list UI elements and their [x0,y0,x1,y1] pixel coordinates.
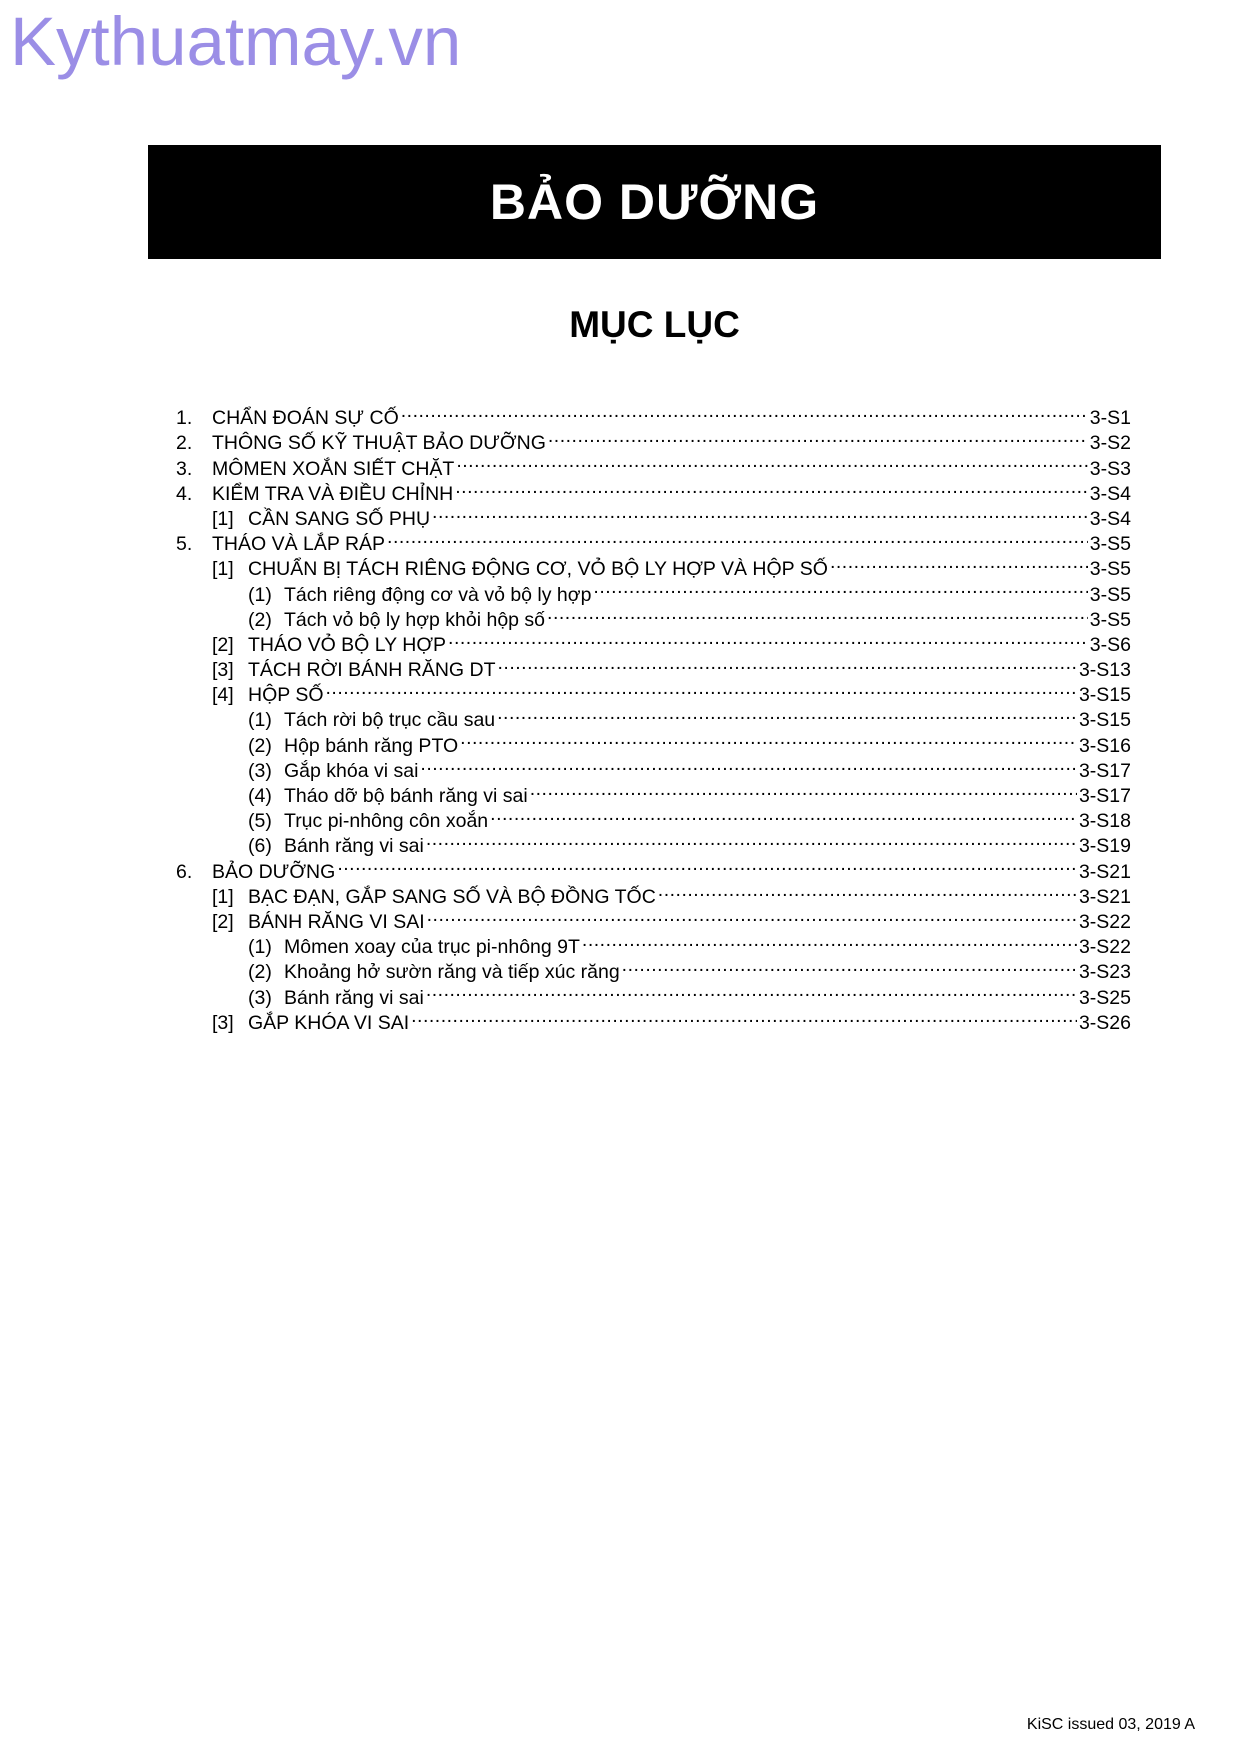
toc-entry-label: Bánh răng vi sai [284,835,424,858]
toc-dot-leader [460,726,1077,751]
toc-entry-page: 3-S13 [1078,659,1131,682]
toc-entry-number: (3) [248,986,272,1009]
toc-entry[interactable] [176,928,1131,959]
toc-entry-label: HỘP SỐ [248,684,324,707]
toc-entry-number: [1] [212,507,234,530]
toc-entry[interactable] [176,651,1131,682]
toc-entry[interactable] [176,978,1131,1009]
toc-entry-page: 3-S1 [1089,407,1131,430]
toc-dot-leader [593,575,1087,600]
toc-entry-number: [4] [212,684,234,707]
toc-dot-leader [455,475,1088,500]
toc-entry[interactable] [176,802,1131,833]
toc-dot-leader [411,1004,1077,1029]
toc-entry-number: [3] [212,659,234,682]
toc-entry[interactable] [176,953,1131,984]
toc-dot-leader [548,424,1088,449]
toc-entry-number: (1) [248,583,272,606]
toc-entry[interactable] [176,399,1131,430]
toc-dot-leader [387,525,1088,550]
toc-entry[interactable] [176,424,1131,455]
toc-entry-page: 3-S18 [1078,810,1131,833]
toc-entry-page: 3-S6 [1089,633,1131,656]
toc-entry-number: (6) [248,835,272,858]
watermark-text: Kythuatmay.vn [10,3,462,80]
toc-entry-label: GẮP KHÓA VI SAI [248,1011,410,1034]
toc-dot-leader [326,676,1077,701]
toc-entry-label: CHẨN ĐOÁN SỰ CỐ [212,407,399,430]
toc-entry-page: 3-S5 [1089,608,1131,631]
footer-issue-note: KiSC issued 03, 2019 A [1026,1716,1195,1733]
toc-entry[interactable] [176,575,1131,606]
toc-entry-number: (5) [248,810,272,833]
toc-dot-leader [426,978,1077,1003]
toc-dot-leader [401,399,1088,424]
toc-entry-number: 2. [176,432,193,455]
toc-entry-label: Trục pi-nhông côn xoắn [284,810,489,833]
toc-entry[interactable] [176,726,1131,757]
toc-entry[interactable] [176,701,1131,732]
toc-entry[interactable] [176,752,1131,782]
toc-dot-leader [490,802,1077,827]
toc-entry-label: BẢO DƯỠNG [212,860,336,883]
toc-entry[interactable] [176,903,1131,933]
toc-entry-page: 3-S4 [1089,482,1131,505]
toc-entry-page: 3-S3 [1089,457,1131,480]
toc-dot-leader [830,550,1088,575]
toc-entry-page: 3-S5 [1089,558,1131,581]
toc-entry-number: (1) [248,936,272,959]
toc-entry-page: 3-S15 [1078,684,1131,707]
toc-entry-label: MÔMEN XOẮN SIẾT CHẶT [212,457,455,480]
toc-entry-number: 6. [176,860,193,883]
toc-entry-label: TÁCH RỜI BÁNH RĂNG DT [248,659,496,682]
toc-entry[interactable] [176,676,1131,707]
toc-entry-page: 3-S4 [1089,507,1131,530]
toc-entry-label: Gắp khóa vi sai [284,759,419,782]
toc-entry-page: 3-S15 [1078,709,1131,732]
toc-entry[interactable] [176,1004,1131,1034]
toc-entry-label: Tách vỏ bộ ly hợp khỏi hộp số [284,608,546,631]
toc-entry-page: 3-S26 [1078,1011,1131,1034]
toc-dot-leader [622,953,1077,978]
toc-entry-number: (2) [248,734,272,757]
toc-entry-label: BÁNH RĂNG VI SAI [248,910,425,933]
toc-dot-leader [497,651,1076,676]
toc-dot-leader [337,852,1077,877]
table-of-contents [176,399,1131,1034]
toc-entry-number: (3) [248,759,272,782]
toc-entry-number: 1. [176,407,193,430]
toc-entry-label: THÁO VÀ LẮP RÁP [212,533,386,556]
toc-entry-page: 3-S25 [1078,986,1131,1009]
toc-entry-number: [3] [212,1011,234,1034]
toc-dot-leader [456,449,1087,474]
toc-dot-leader [658,878,1077,903]
toc-entry-number: 4. [176,482,193,505]
toc-entry-number: 3. [176,457,193,480]
toc-entry-page: 3-S16 [1078,734,1131,757]
toc-entry[interactable] [176,475,1131,505]
toc-entry-number: [1] [212,885,234,908]
toc-dot-leader [432,500,1088,525]
toc-entry-label: Hộp bánh răng PTO [284,734,459,757]
toc-entry-page: 3-S22 [1078,936,1131,959]
toc-dot-leader [582,928,1077,953]
toc-entry-page: 3-S17 [1078,785,1131,807]
toc-dot-leader [426,827,1077,852]
toc-entry[interactable] [176,550,1131,581]
toc-entry-label: CHUẨN BỊ TÁCH RIÊNG ĐỘNG CƠ, VỎ BỘ LY HỢP VÀ HỘP SỐ [248,558,828,581]
toc-entry-number: [2] [212,910,234,933]
toc-entry[interactable] [176,449,1131,480]
toc-entry[interactable] [176,500,1131,530]
toc-entry-page: 3-S21 [1078,885,1131,908]
toc-dot-leader [497,701,1077,726]
toc-entry-number: (2) [248,608,272,631]
toc-entry-number: (1) [248,709,272,732]
toc-entry[interactable] [176,626,1131,656]
toc-entry-label: CẦN SANG SỐ PHỤ [248,507,431,530]
toc-entry-page: 3-S23 [1078,961,1131,984]
toc-entry-page: 3-S5 [1089,533,1131,556]
toc-entry-page: 3-S22 [1078,910,1131,933]
toc-entry-page: 3-S21 [1078,860,1131,883]
toc-entry[interactable] [176,878,1131,908]
toc-entry-page: 3-S17 [1078,759,1131,782]
toc-entry[interactable] [176,601,1131,631]
toc-entry-page: 3-S5 [1089,583,1131,606]
toc-dot-leader [427,903,1077,928]
toc-entry[interactable] [176,827,1131,858]
toc-entry-number: 5. [176,533,193,556]
title-banner [148,145,1161,259]
toc-entry-label: Bánh răng vi sai [284,986,424,1009]
toc-entry-number: (2) [248,961,272,984]
toc-entry-label: Tách rời bộ trục cầu sau [284,709,496,732]
toc-entry-number: [2] [212,633,234,656]
toc-dot-leader [448,626,1088,651]
toc-entry-label: Tháo dỡ bộ bánh răng vi sai [284,785,528,807]
toc-entry-label: THÔNG SỐ KỸ THUẬT BẢO DƯỠNG [212,432,546,455]
toc-entry-label: Khoảng hở sườn răng và tiếp xúc răng [284,961,620,984]
toc-dot-leader [420,752,1077,777]
toc-entry-label: THÁO VỎ BỘ LY HỢP [248,633,447,656]
toc-entry-page: 3-S2 [1089,432,1131,455]
toc-dot-leader [530,777,1077,802]
toc-entry-label: BẠC ĐẠN, GẮP SANG SỐ VÀ BỘ ĐỒNG TỐC [248,885,656,908]
page-title: BẢO DƯỠNG [489,174,820,230]
toc-entry-number: (4) [248,785,272,807]
toc-entry-label: Mômen xoay của trục pi-nhông 9T [284,936,580,959]
toc-entry[interactable] [176,852,1131,883]
toc-entry-page: 3-S19 [1078,835,1131,858]
toc-entry-number: [1] [212,558,234,581]
toc-heading: MỤC LỤC [569,304,740,345]
toc-entry-label: Tách riêng động cơ và vỏ bộ ly hợp [284,583,592,606]
toc-entry-label: KIỂM TRA VÀ ĐIỀU CHỈNH [212,482,454,505]
toc-dot-leader [547,601,1088,626]
toc-entry[interactable] [176,777,1131,807]
toc-entry[interactable] [176,525,1131,556]
